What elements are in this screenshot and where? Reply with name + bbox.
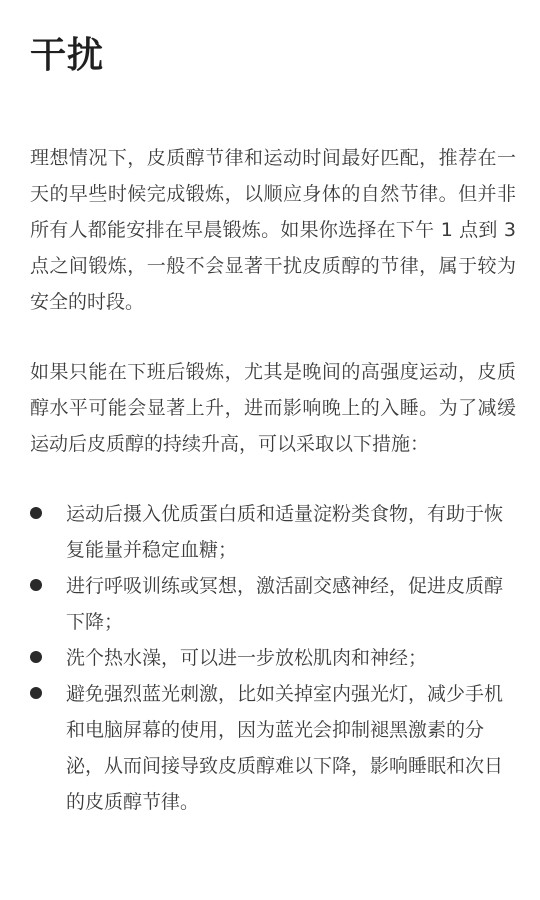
page-title: 干扰 <box>30 35 105 76</box>
bullet-dot-icon <box>30 687 42 699</box>
bullet-dot-icon <box>30 579 42 591</box>
list-item-text: 避免强烈蓝光刺激，比如关掉室内强光灯，减少手机和电脑屏幕的使用，因为蓝光会抑制褪黑激素的分泌，从而间接导致皮质醇难以下降，影响睡眠和次日的皮质醇节律。 <box>66 683 504 813</box>
bullet-dot-icon <box>30 651 42 663</box>
bullet-dot-icon <box>30 507 42 519</box>
list-item-text: 洗个热水澡，可以进一步放松肌肉和神经； <box>66 647 428 669</box>
list-item <box>30 496 516 568</box>
list-item-text: 进行呼吸训练或冥想，激活副交感神经，促进皮质醇下降； <box>66 575 504 633</box>
list-item-text: 运动后摄入优质蛋白质和适量淀粉类食物，有助于恢复能量并稳定血糖； <box>66 503 504 561</box>
list-item <box>30 676 516 820</box>
bullet-list <box>30 496 516 820</box>
list-item <box>30 568 516 640</box>
paragraph: 理想情况下，皮质醇节律和运动时间最好匹配，推荐在一天的早些时候完成锻炼，以顺应身体的自然节律。但并非所有人都能安排在早晨锻炼。如果你选择在下午 1 点到 3 点之间锻炼，一般不会显著干扰皮质醇的节律，属于较为安全的时段。 <box>30 147 516 313</box>
list-item <box>30 640 516 676</box>
paragraph: 如果只能在下班后锻炼，尤其是晚间的高强度运动，皮质醇水平可能会显著上升，进而影响晚上的入睡。为了减缓运动后皮质醇的持续升高，可以采取以下措施： <box>30 361 516 455</box>
